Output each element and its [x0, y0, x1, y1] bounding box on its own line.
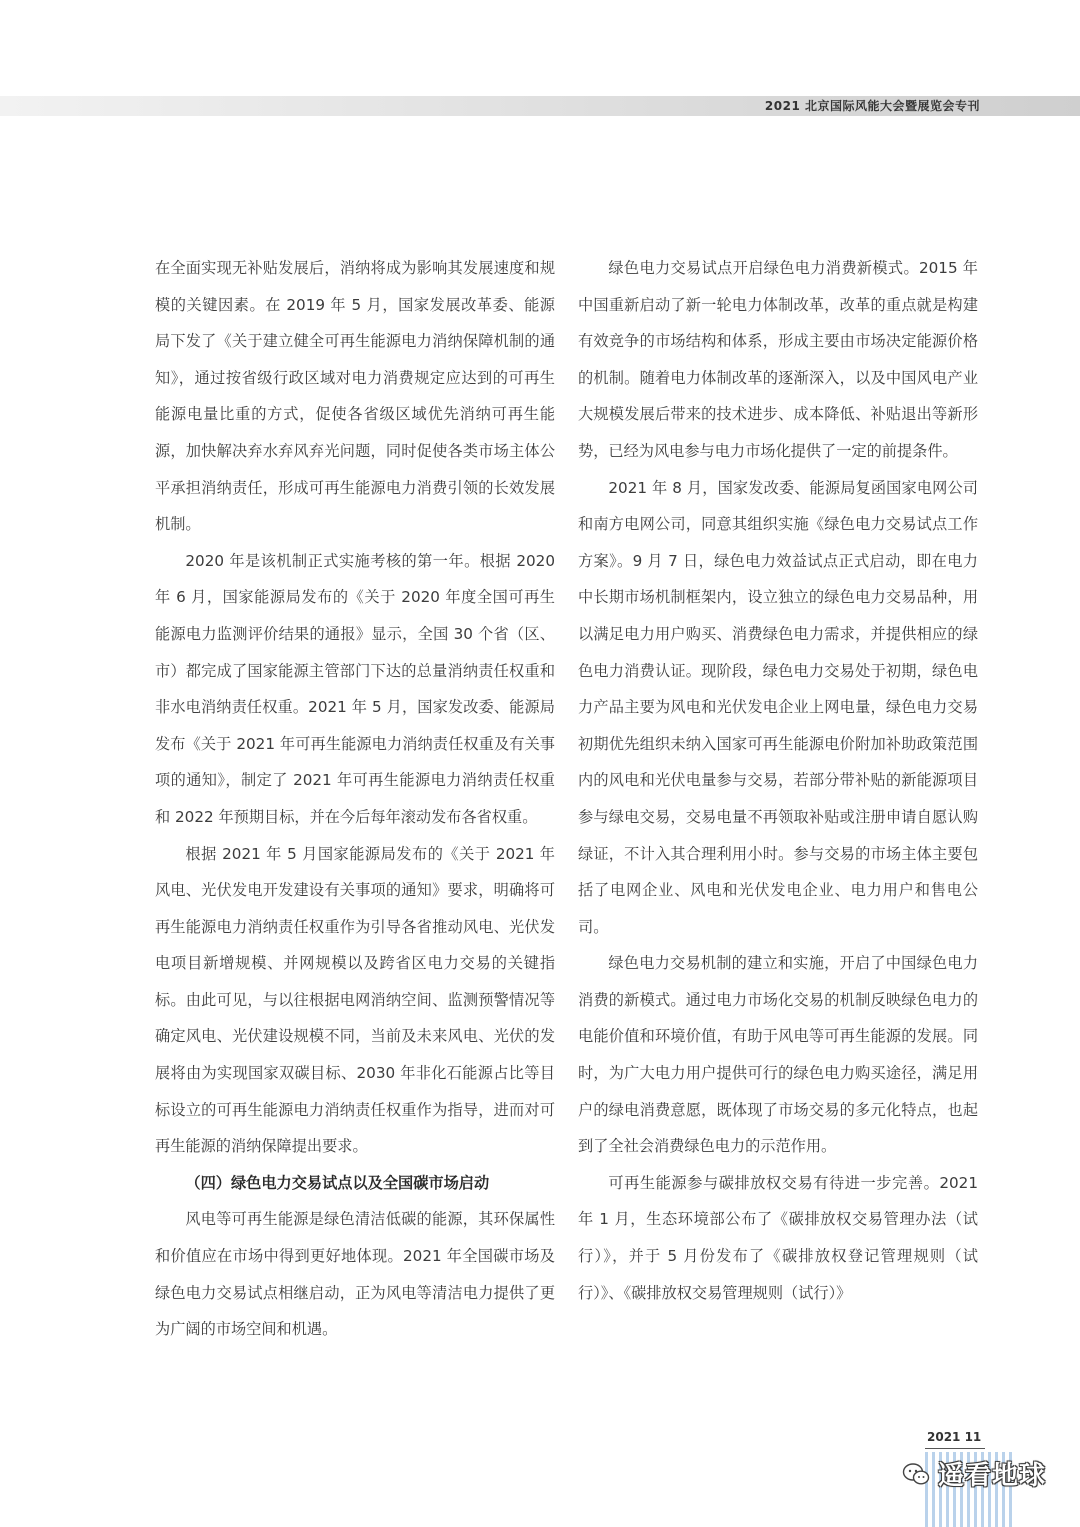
- paragraph: 根据 2021 年 5 月国家能源局发布的《关于 2021 年风电、光伏发电开发建设有关事项的通知》要求，明确将可再生能源电力消纳责任权重作为引导各省推动风电、光伏发电项目新增规模、并网规模以及跨省区电力交易的关键指标。由此可见，与以往根据电网消纳空间、监测预警情况等确定风电、光伏建设规模不同，当前及未来风电、光伏的发展将由为实现国家双碳目标、2030 年非化石能源占比等目标设立的可再生能源电力消纳责任权重作为指导，进而对可再生能源的消纳保障提出要求。: [155, 844, 555, 1156]
- issue-number: 2021 11: [927, 1430, 982, 1444]
- right-column: [578, 250, 978, 1311]
- paragraph: 绿色电力交易试点开启绿色电力消费新模式。2015 年中国重新启动了新一轮电力体制改革，改革的重点就是构建有效竞争的市场结构和体系，形成主要由市场决定能源价格的机制。随着电力体制改革的逐渐深入，以及中国风电产业大规模发展后带来的技术进步、成本降低、补贴退出等新形势，已经为风电参与电力市场化提供了一定的前提条件。: [578, 259, 978, 460]
- watermark-text: 遥看地球: [938, 1461, 1047, 1491]
- paragraph: 风电等可再生能源是绿色清洁低碳的能源，其环保属性和价值应在市场中得到更好地体现。2021 年全国碳市场及绿色电力交易试点相继启动，正为风电等清洁电力提供了更为广阔的市场空间和机遇。: [155, 1210, 555, 1339]
- watermark: [902, 1455, 1046, 1492]
- paragraph: 可再生能源参与碳排放权交易有待进一步完善。2021 年 1 月，生态环境部公布了《碳排放权交易管理办法（试行）》，并于 5 月份发布了《碳排放权登记管理规则（试行）》、《碳排放权交易管理规则（试行）》: [578, 1173, 978, 1302]
- paragraph: 2021 年 8 月，国家发改委、能源局复函国家电网公司和南方电网公司，同意其组织实施《绿色电力交易试点工作方案》。9 月 7 日，绿色电力效益试点正式启动，即在电力中长期市场机制框架内，设立独立的绿色电力交易品种，用以满足电力用户购买、消费绿色电力需求，并提供相应的绿色电力消费认证。现阶段，绿色电力交易处于初期，绿色电力产品主要为风电和光伏发电企业上网电量，绿色电力交易初期优先组织未纳入国家可再生能源电价附加补助政策范围内的风电和光伏电量参与交易，若部分带补贴的新能源项目参与绿电交易，交易电量不再领取补贴或注册申请自愿认购绿证，不计入其合理利用小时。参与交易的市场主体主要包括了电网企业、风电和光伏发电企业、电力用户和售电公司。: [578, 478, 978, 936]
- paragraph: 在全面实现无补贴发展后，消纳将成为影响其发展速度和规模的关键因素。在 2019 年 5 月，国家发展改革委、能源局下发了《关于建立健全可再生能源电力消纳保障机制的通知》，通过按省级行政区域对电力消费规定应达到的可再生能源电量比重的方式，促使各省级区域优先消纳可再生能源，加快解决弃水弃风弃光问题，同时促使各类市场主体公平承担消纳责任，形成可再生能源电力消费引领的长效发展机制。: [155, 259, 555, 534]
- section-subheading: （四）绿色电力交易试点以及全国碳市场启动: [185, 1173, 490, 1192]
- journal-title: 2021 北京国际风能大会暨展览会专刊: [764, 99, 980, 113]
- paragraph: 2020 年是该机制正式实施考核的第一年。根据 2020 年 6 月，国家能源局发布的《关于 2020 年度全国可再生能源电力监测评价结果的通报》显示，全国 30 个省（区、市）都完成了国家能源主管部门下达的总量消纳责任权重和非水电消纳责任权重。2021 年 5 月，国家发改委、能源局发布《关于 2021 年可再生能源电力消纳责任权重及有关事项的通知》，制定了 2021 年可再生能源电力消纳责任权重和 2022 年预期目标，并在今后每年滚动发布各省权重。: [155, 551, 555, 826]
- paragraph: 绿色电力交易机制的建立和实施，开启了中国绿色电力消费的新模式。通过电力市场化交易的机制反映绿色电力的电能价值和环境价值，有助于风电等可再生能源的发展。同时，为广大电力用户提供可行的绿色电力购买途径，满足用户的绿电消费意愿，既体现了市场交易的多元化特点，也起到了全社会消费绿色电力的示范作用。: [578, 954, 978, 1156]
- left-column: [155, 250, 555, 1348]
- wechat-icon: [902, 1462, 930, 1486]
- footer-divider: [925, 1448, 985, 1449]
